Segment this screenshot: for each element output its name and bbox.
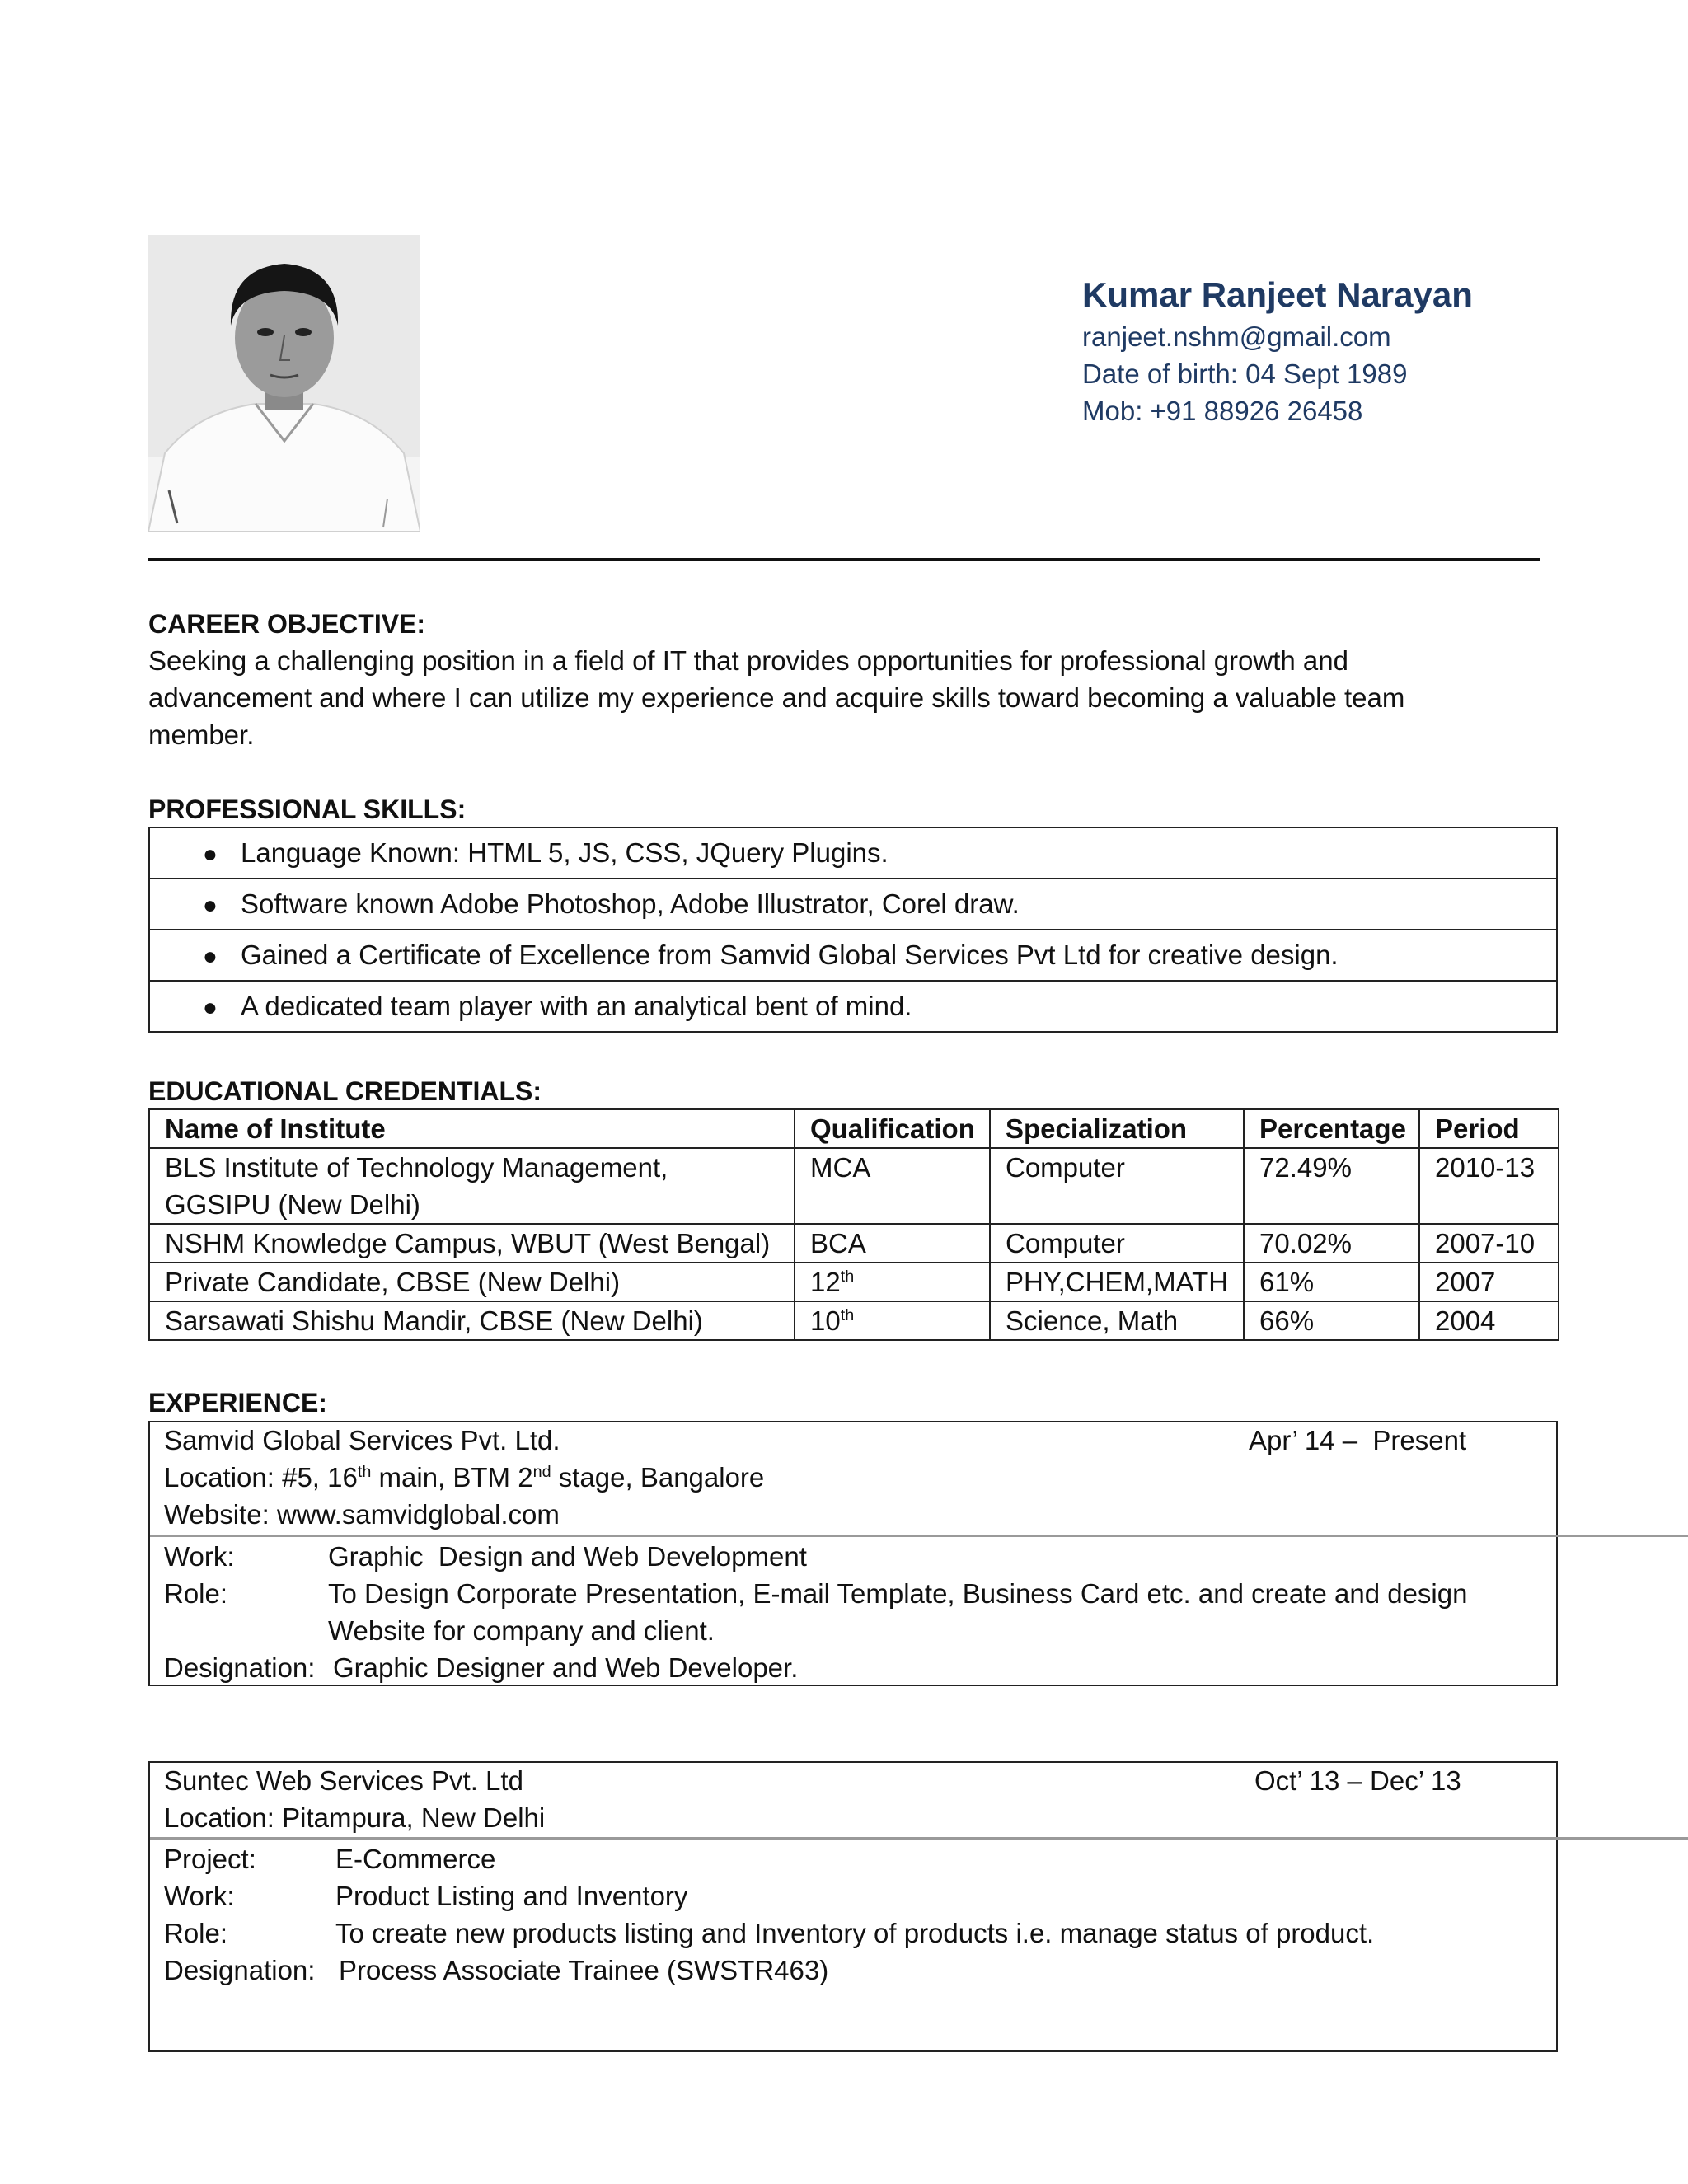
experience-title: EXPERIENCE: xyxy=(148,1388,327,1418)
bullet-icon: ● xyxy=(202,994,218,1021)
percentage-cell: 66% xyxy=(1244,1301,1419,1340)
mobile-text: Mob: +91 88926 26458 xyxy=(1082,396,1363,426)
candidate-name: Kumar Ranjeet Narayan xyxy=(1082,275,1473,314)
skill-text: Gained a Certificate of Excellence from Samvid Global Services Pvt Ltd for creative design. xyxy=(241,940,1339,970)
job2-location: Location: Pitampura, New Delhi xyxy=(164,1802,546,1833)
job2-work-value: Product Listing and Inventory xyxy=(335,1881,688,1911)
bullet-icon: ● xyxy=(202,892,218,919)
specialization-cell: Computer xyxy=(990,1224,1244,1263)
period-cell: 2007 xyxy=(1419,1263,1559,1301)
table-row xyxy=(149,1301,1559,1340)
job1-divider xyxy=(150,1535,1688,1537)
job2-work-label: Work: xyxy=(164,1881,235,1911)
qualification-cell: 12th xyxy=(795,1263,990,1301)
contact-block xyxy=(1082,272,1473,429)
job1-work-value: Graphic Design and Web Development xyxy=(328,1541,807,1572)
career-line-3: member. xyxy=(148,719,255,750)
job2-role-label: Role: xyxy=(164,1918,228,1948)
institute-cell: BLS Institute of Technology Management, GGSIPU (New Delhi) xyxy=(149,1148,795,1224)
job2-divider xyxy=(150,1837,1688,1840)
job1-location: Location: #5, 16th main, BTM 2nd stage, Bangalore xyxy=(164,1462,765,1493)
skill-text: Language Known: HTML 5, JS, CSS, JQuery Plugins. xyxy=(241,837,889,868)
job1-dates: Apr’ 14 – Present xyxy=(1249,1425,1467,1455)
institute-cell: NSHM Knowledge Campus, WBUT (West Bengal) xyxy=(149,1224,795,1263)
job1-designation-label: Designation: xyxy=(164,1652,316,1683)
skill-row xyxy=(149,827,1557,879)
skills-table xyxy=(148,827,1558,1033)
job2-designation-value: Process Associate Trainee (SWSTR463) xyxy=(339,1955,829,1985)
col-header-period: Period xyxy=(1419,1109,1559,1148)
bullet-icon: ● xyxy=(202,943,218,970)
specialization-cell: Science, Math xyxy=(990,1301,1244,1340)
skill-row xyxy=(149,981,1557,1032)
institute-cell: Sarsawati Shishu Mandir, CBSE (New Delhi) xyxy=(149,1301,795,1340)
skill-text: Software known Adobe Photoshop, Adobe Illustrator, Corel draw. xyxy=(241,888,1020,919)
table-row xyxy=(149,1224,1559,1263)
specialization-cell: PHY,CHEM,MATH xyxy=(990,1263,1244,1301)
job2-dates: Oct’ 13 – Dec’ 13 xyxy=(1254,1765,1461,1796)
career-line-2: advancement and where I can utilize my experience and acquire skills toward becoming a valuable team xyxy=(148,682,1405,713)
job1-website[interactable]: Website: www.samvidglobal.com xyxy=(164,1499,560,1530)
career-objective-title: CAREER OBJECTIVE: xyxy=(148,609,426,639)
col-header-institute: Name of Institute xyxy=(149,1109,795,1148)
qualification-cell: 10th xyxy=(795,1301,990,1340)
profile-photo xyxy=(148,235,420,532)
period-cell: 2007-10 xyxy=(1419,1224,1559,1263)
skill-row xyxy=(149,879,1557,930)
specialization-cell: Computer xyxy=(990,1148,1244,1224)
period-cell: 2004 xyxy=(1419,1301,1559,1340)
col-header-specialization: Specialization xyxy=(990,1109,1244,1148)
career-line-1: Seeking a challenging position in a field of IT that provides opportunities for professional growth and xyxy=(148,645,1348,676)
percentage-cell: 61% xyxy=(1244,1263,1419,1301)
col-header-percentage: Percentage xyxy=(1244,1109,1419,1148)
job1-designation-value: Graphic Designer and Web Developer. xyxy=(333,1652,799,1683)
qualification-cell: MCA xyxy=(795,1148,990,1224)
email-text[interactable]: ranjeet.nshm@gmail.com xyxy=(1082,321,1391,352)
education-header-row xyxy=(149,1109,1559,1148)
career-objective-text xyxy=(148,642,1404,753)
qualification-cell: BCA xyxy=(795,1224,990,1263)
job1-role-label: Role: xyxy=(164,1578,228,1609)
job2-company: Suntec Web Services Pvt. Ltd xyxy=(164,1765,523,1796)
col-header-qualification: Qualification xyxy=(795,1109,990,1148)
education-title: EDUCATIONAL CREDENTIALS: xyxy=(148,1076,542,1106)
table-row xyxy=(149,1263,1559,1301)
percentage-cell: 70.02% xyxy=(1244,1224,1419,1263)
job1-company: Samvid Global Services Pvt. Ltd. xyxy=(164,1425,560,1455)
job1-role-value: To Design Corporate Presentation, E-mail Template, Business Card etc. and create and design Website for company and client. xyxy=(328,1578,1468,1646)
job2-project-value: E-Commerce xyxy=(335,1844,496,1874)
table-row xyxy=(149,1148,1559,1224)
bullet-icon: ● xyxy=(202,841,218,868)
education-table xyxy=(148,1108,1559,1341)
period-cell: 2010-13 xyxy=(1419,1148,1559,1224)
professional-skills-title: PROFESSIONAL SKILLS: xyxy=(148,794,467,824)
dob-text: Date of birth: 04 Sept 1989 xyxy=(1082,359,1408,389)
percentage-cell: 72.49% xyxy=(1244,1148,1419,1224)
skill-row xyxy=(149,930,1557,981)
job2-designation-label: Designation: xyxy=(164,1955,316,1985)
job1-work-label: Work: xyxy=(164,1541,235,1572)
header-divider xyxy=(148,558,1540,561)
skill-text: A dedicated team player with an analytical bent of mind. xyxy=(241,991,912,1021)
job2-project-label: Project: xyxy=(164,1844,256,1874)
institute-cell: Private Candidate, CBSE (New Delhi) xyxy=(149,1263,795,1301)
job2-role-value: To create new products listing and Inventory of products i.e. manage status of product. xyxy=(335,1918,1375,1948)
